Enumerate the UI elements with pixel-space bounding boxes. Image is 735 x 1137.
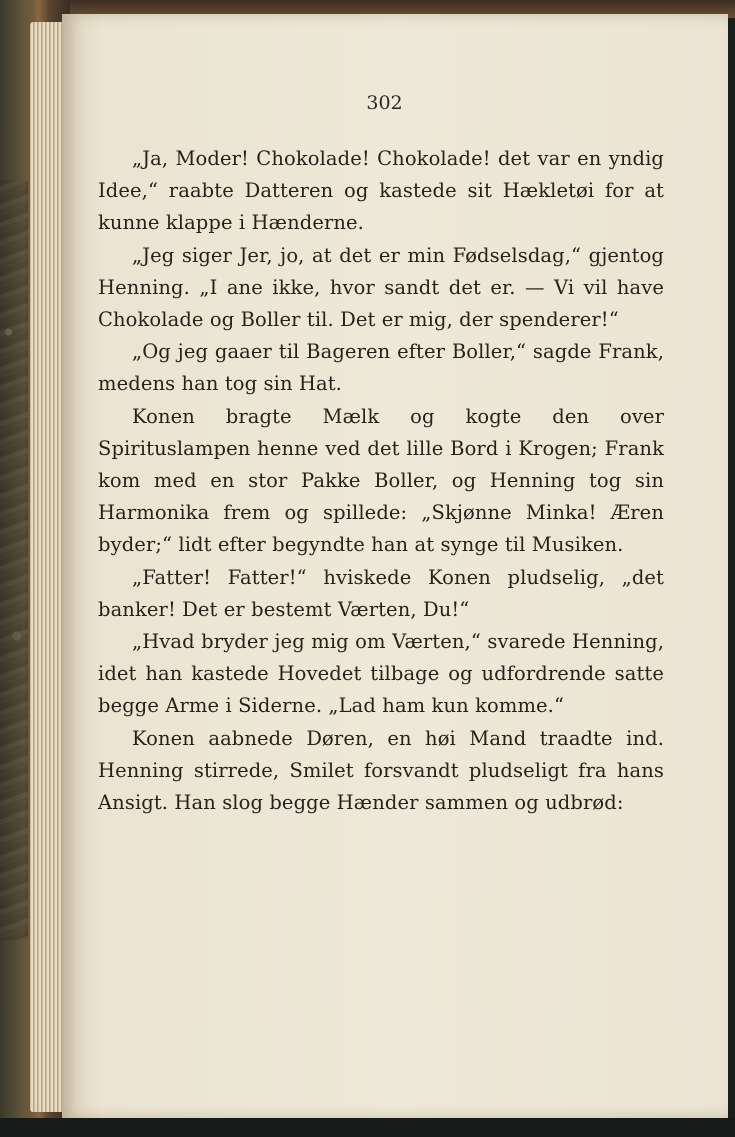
paragraph: „Ja, Moder! Chokolade! Chokolade! det var en yndig Idee,“ raabte Datteren og kastede sit Hækletøi for at kunne klappe i Hænderne. xyxy=(98,147,664,235)
paragraph: „Jeg siger Jer, jo, at det er min Fødselsdag,“ gjentog Henning. „I ane ikke, hvor sandt det er. — Vi vil have Chokolade og Boller til. Det er mig, der spenderer!“ xyxy=(98,243,664,332)
page-number: 302 xyxy=(366,92,403,114)
paragraph: Konen aabnede Døren, en høi Mand traadte ind. Henning stirrede, Smilet forsvandt pludseligt fra hans Ansigt. Han slog begge Hænder sammen og udbrød: xyxy=(98,726,664,815)
page-edges xyxy=(30,22,66,1112)
scan-background xyxy=(0,1118,735,1137)
paragraph: „Hvad bryder jeg mig om Værten,“ svarede Henning, idet han kastede Hovedet tilbage og udfordrende satte begge Arme i Siderne. „Lad ham kun komme.“ xyxy=(98,630,664,718)
page-body xyxy=(98,143,664,819)
paragraph: „Fatter! Fatter!“ hviskede Konen pludselig, „det banker! Det er bestemt Værten, Du!“ xyxy=(98,565,664,621)
paragraph: „Og jeg gaaer til Bageren efter Boller,“ sagde Frank, medens han tog sin Hat. xyxy=(98,340,664,396)
paragraph: Konen bragte Mælk og kogte den over Spirituslampen henne ved det lille Bord i Krogen; Frank kom med en stor Pakke Boller, og Henning tog sin Harmonika frem og spillede: „Skjønne Minka! Æren byder;“ lidt efter begyndte han at synge til Musiken. xyxy=(98,404,664,557)
